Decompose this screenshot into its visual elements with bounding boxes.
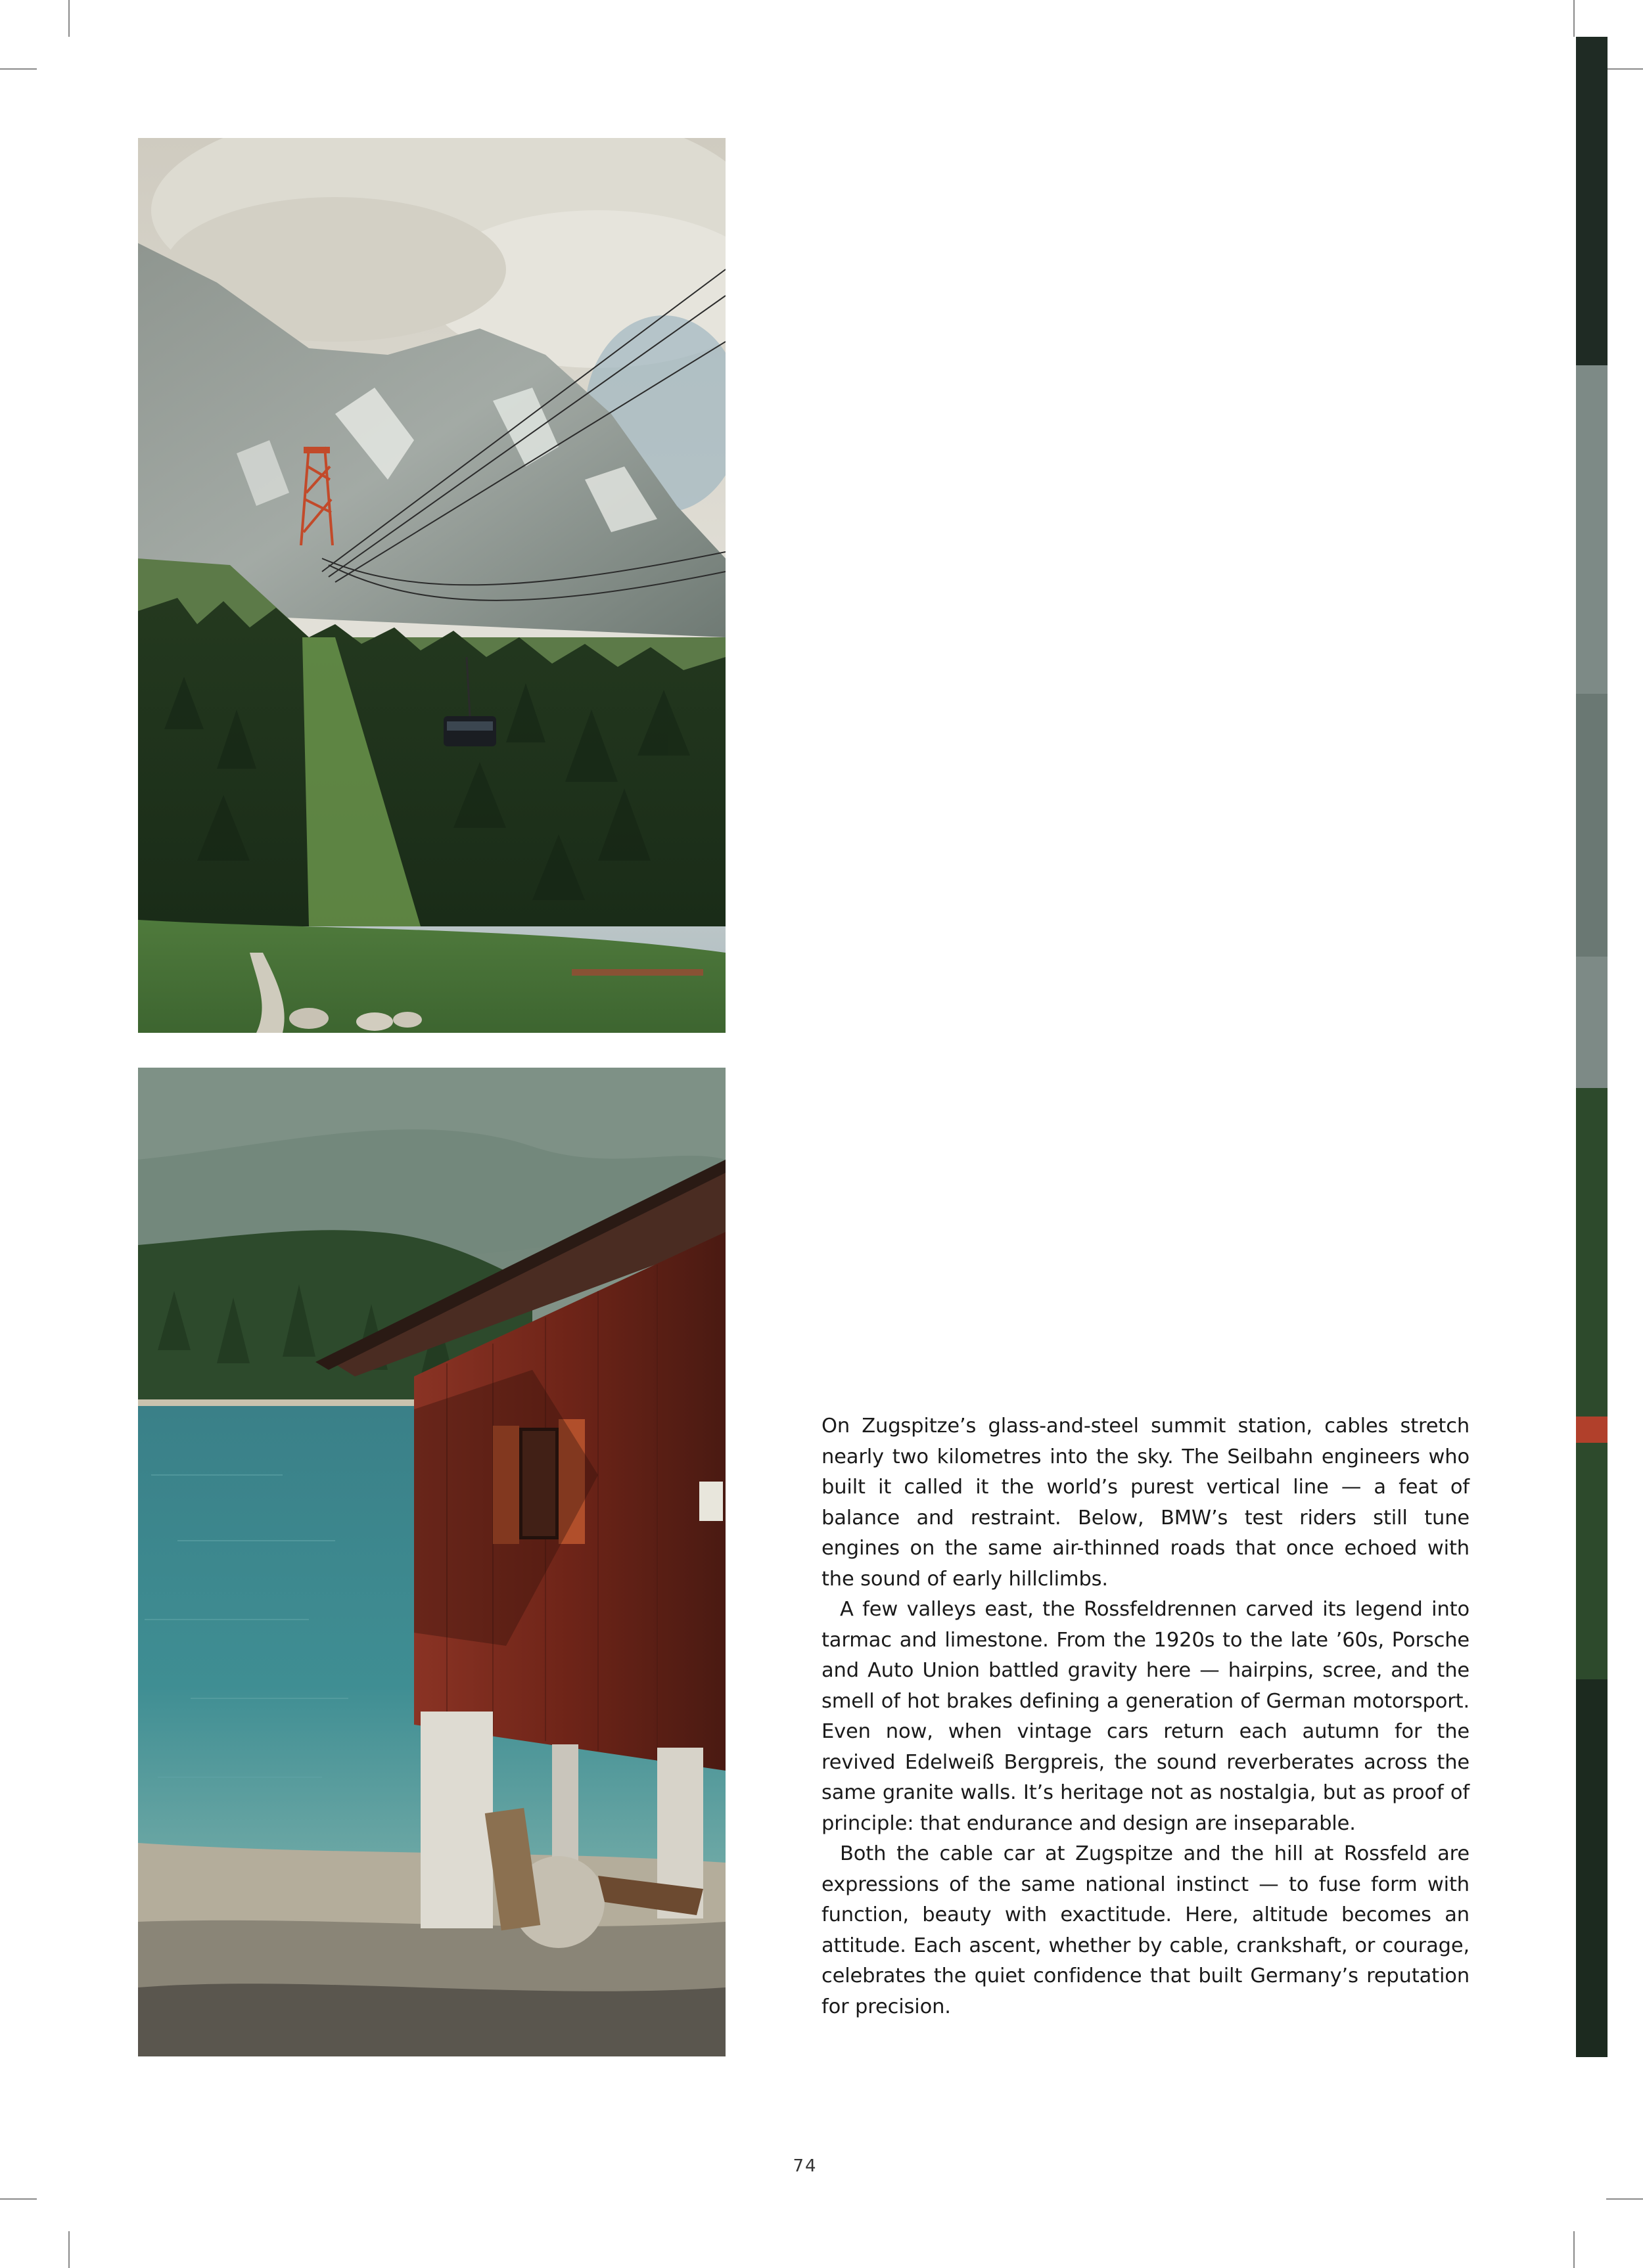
article-paragraph: Both the cable car at Zugspitze and the hill at Rossfeld are expressions of the same national instinct — to fuse form with function, beauty with exactitude. Here, altitude becomes an attitude. Each ascent, whether by cable, crankshaft, or courage, celebrates the quiet confidence that built Germany’s reputation for precision. [822, 1842, 1469, 2018]
crop-mark [0, 2198, 37, 2200]
page-number: 74 [793, 2156, 818, 2176]
cable-car-photo [138, 138, 726, 1033]
article-paragraph: A few valleys east, the Rossfeldrennen carved its legend into tarmac and limestone. From the 1920s to the late ’60s, Porsche and Auto Union battled gravity here — hairpins, scree, and the smell of hot brakes defining a generation of German motorsport. Even now, when vintage cars return each autumn for the revived Edelweiß Bergpreis, the sound reverberates across the same granite walls. It’s heritage not as nostalgia, but as proof of principle: that endurance and design are inseparable. [822, 1598, 1469, 1835]
crop-mark [1606, 68, 1643, 70]
crop-mark [1573, 2231, 1575, 2268]
crop-mark [0, 68, 37, 70]
crop-mark [1606, 2198, 1643, 2200]
crop-mark [68, 0, 70, 37]
adjacent-page-photo [1576, 37, 1608, 2057]
boathouse-lake-photo [138, 1068, 726, 2056]
article-paragraph: On Zugspitze’s glass-and-steel summit station, cables stretch nearly two kilometres into the sky. The Seilbahn engineers who built it called it the world’s purest vertical line — a feat of balance and restraint. Below, BMW’s test riders still tune engines on the same air-thinned roads that once echoed with the sound of early hillclimbs. [822, 1415, 1469, 1591]
crop-mark [1573, 0, 1575, 37]
crop-mark [68, 2231, 70, 2268]
article-body [822, 1411, 1469, 2022]
